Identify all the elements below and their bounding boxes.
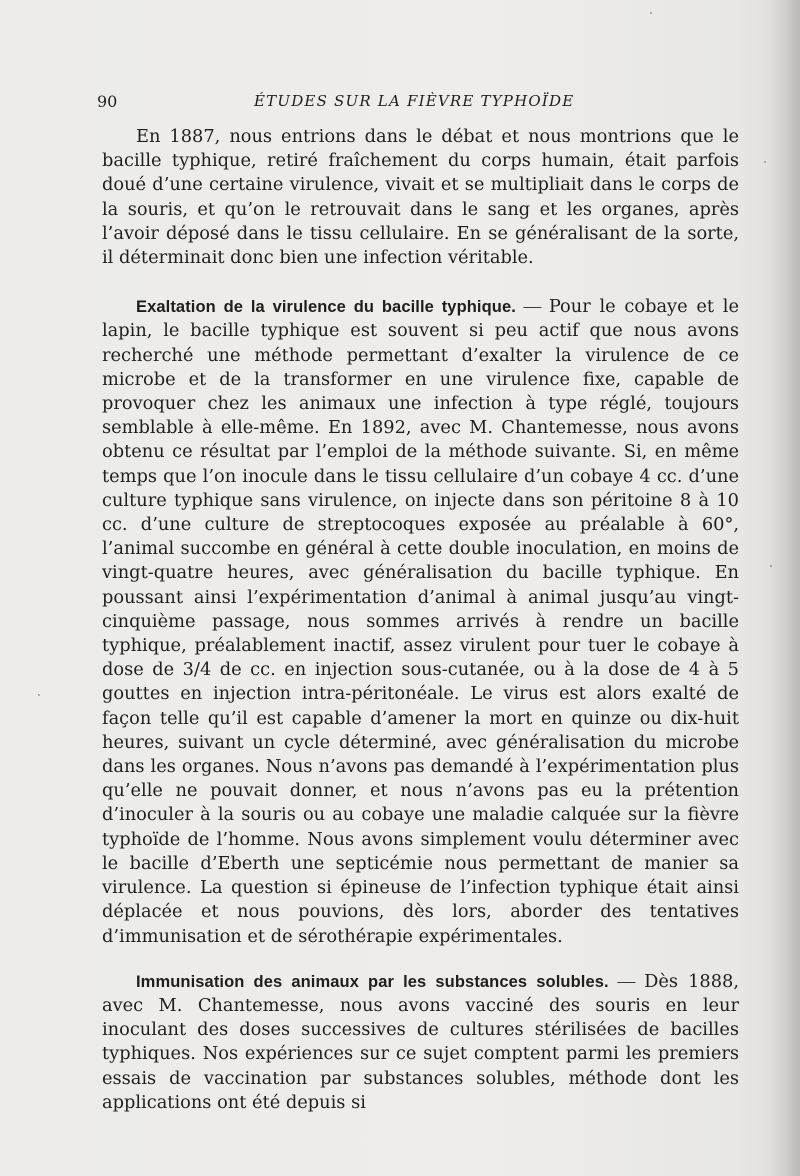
- heading-dash: —: [608, 970, 645, 991]
- page-edge-shadow: [766, 0, 800, 1176]
- paragraph-1: En 1887, nous entrions dans le débat et nous montrions que le bacille typhique, retiré fraîchement du corps humain, était parfois doué d’une certaine virulence, vivait et se multipliait dans le corps de la souris, et qu’on le retrouvait dans le sang et les organes, après l’avoir déposé dans le tissu cellulaire. En se généralisant de la sorte, il déterminait donc bien une infection véritable.: [102, 126, 739, 269]
- paragraph-2: [102, 294, 739, 948]
- section-heading-exaltation: Exaltation de la virulence du bacille typhique.: [136, 298, 516, 317]
- body-text: [102, 125, 739, 1115]
- page-number: 90: [97, 92, 118, 111]
- print-speck: [770, 565, 772, 567]
- heading-dash: —: [515, 296, 549, 317]
- print-speck: [38, 694, 40, 696]
- print-speck: [764, 161, 766, 163]
- running-title: ÉTUDES SUR LA FIÈVRE TYPHOÏDE: [254, 92, 575, 110]
- print-speck: [650, 12, 652, 14]
- page-header: [97, 92, 737, 116]
- section-heading-immunisation: Immunisation des animaux par les substances solubles.: [136, 972, 609, 991]
- paragraph-2-text: Pour le cobaye et le lapin, le bacille typhique est souvent si peu actif que nous avons recherché une méthode permettant d’exalter la virulence de ce microbe et de la transformer en une virulence fixe, capable de provoquer chez les animaux une infection à type réglé, toujours semblable à elle-même. En 1892, avec M. Chantemesse, nous avons obtenu ce résultat par l’emploi de la méthode suivante. Si, en même temps que l’on inocule dans le tissu cellulaire d’un cobaye 4 cc. d’une culture typhique sans virulence, on injecte dans son péritoine 8 à 10 cc. d’une culture de streptocoques exposée au préalable à 60°, l’animal succombe en général à cette double inoculation, en moins de vingt-quatre heures, avec généralisation du bacille typhique. En poussant ainsi l’expérimentation d’animal à animal jusqu’au vingt-cinquième passage, nous sommes arrivés à rendre un bacille typhique, préalablement inactif, assez virulent pour tuer le cobaye à dose de 3/4 de cc. en injection sous-cutanée, ou à la dose de 4 à 5 gouttes en injection intra-péritonéale. Le virus est alors exalté de façon telle qu’il est capable d’amener la mort en quinze ou dix-huit heures, suivant un cycle déterminé, avec généralisation du microbe dans les organes. Nous n’avons pas demandé à l’expérimentation plus qu’elle ne pouvait donner, et nous n’avons pas eu la prétention d’inoculer à la souris ou au cobaye une maladie calquée sur la fièvre typhoïde de l’homme. Nous avons simplement voulu déterminer avec le bacille d’Eberth une septicémie nous permettant de manier sa virulence. La question si épineuse de l’infection typhique était ainsi déplacée et nous pouvions, dès lors, aborder des tentatives d’immunisation et de sérothérapie expérimentales.: [102, 296, 739, 947]
- paragraph-3-text: Dès 1888, avec M. Chantemesse, nous avons vacciné des souris en leur inoculant des doses successives de cultures stérilisées de bacilles typhiques. Nos expériences sur ce sujet comptent parmi les premiers essais de vaccination par substances solubles, méthode dont les applications ont été depuis si: [102, 970, 739, 1113]
- paragraph-3: [102, 969, 739, 1115]
